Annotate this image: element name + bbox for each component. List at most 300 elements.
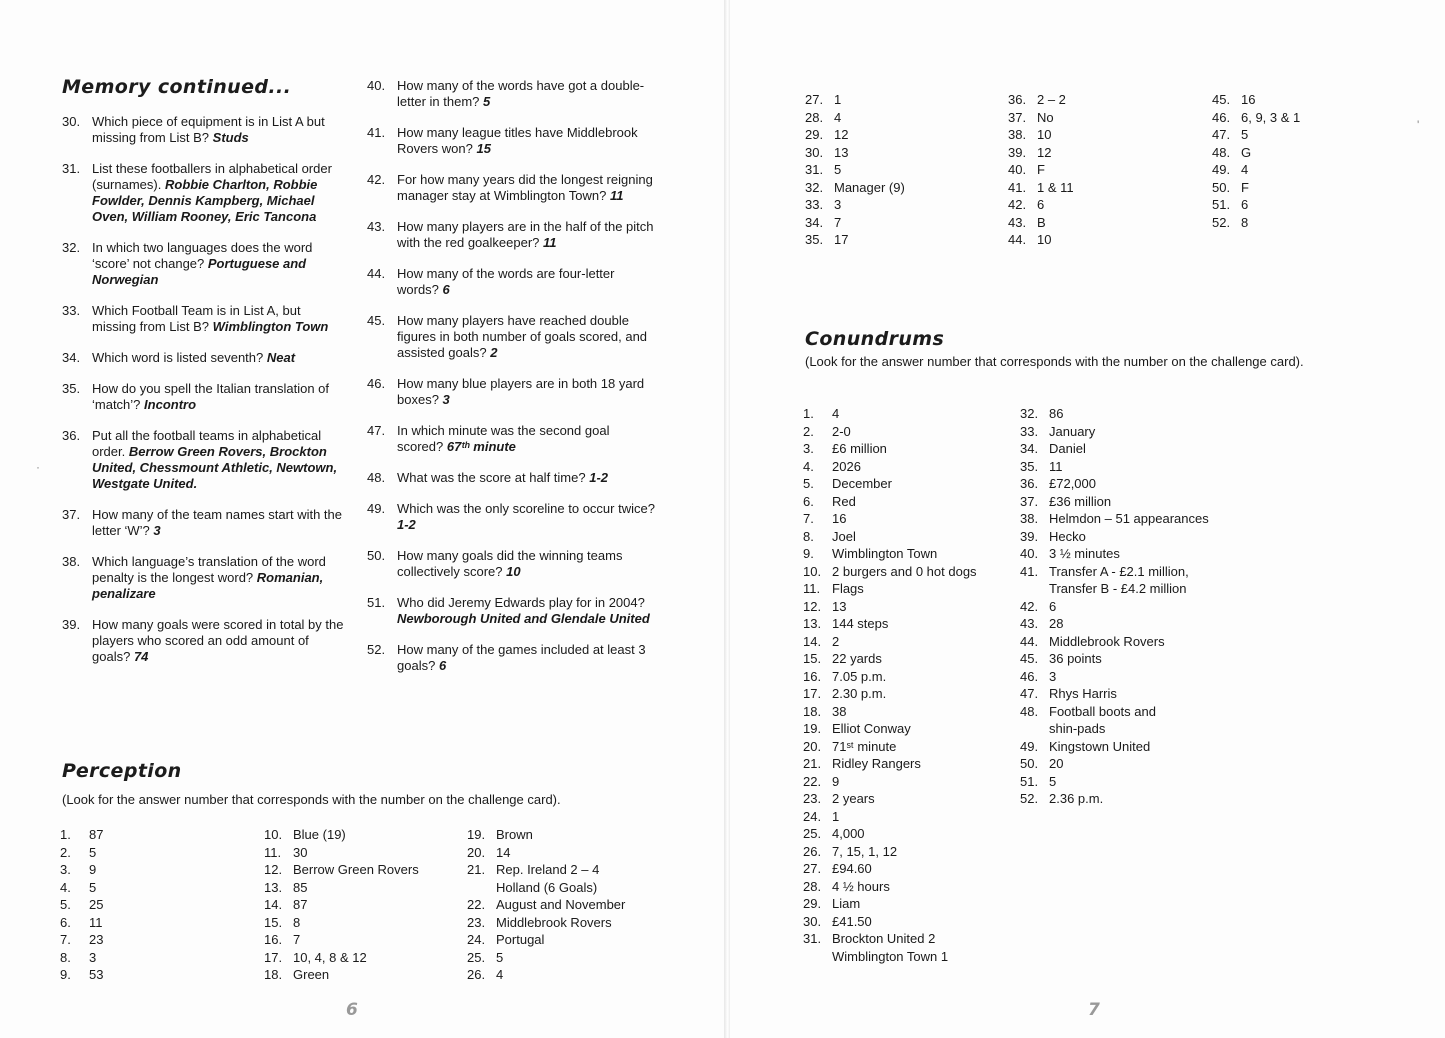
answer-value: Hecko xyxy=(1049,528,1086,544)
question-body xyxy=(397,78,657,110)
answer-value: December xyxy=(832,476,892,491)
question-item xyxy=(367,78,657,110)
question-number: 40. xyxy=(367,78,386,93)
question-number: 31. xyxy=(62,161,81,176)
answer-item xyxy=(803,895,977,913)
answer-value: 10, 4, 8 & 12 xyxy=(293,949,367,965)
answer-number: 19. xyxy=(803,721,822,736)
answer-number: 49. xyxy=(1212,162,1231,177)
question-text: Put all the football teams in alphabetical order. xyxy=(92,428,322,459)
answer-item xyxy=(264,844,419,862)
answer-item xyxy=(1020,738,1209,756)
answer-number: 34. xyxy=(1020,441,1039,456)
answer-number: 28. xyxy=(805,109,824,125)
question-item xyxy=(367,219,657,251)
answer-value: 3 xyxy=(89,949,97,965)
question-text: For how many years did the longest reigning manager stay at Wimblington Town? xyxy=(397,172,653,203)
answer-number: 18. xyxy=(803,703,822,719)
answer-value: 7 xyxy=(293,932,301,947)
question-answer: 67ᵗʰ minute xyxy=(446,439,516,454)
answer-number: 34. xyxy=(805,214,824,230)
answer-value: Wimblington Town xyxy=(832,546,938,561)
answer-value: 25 xyxy=(89,897,104,912)
question-number: 36. xyxy=(62,428,81,443)
memory-questions-col2 xyxy=(367,78,657,689)
answer-number: 50. xyxy=(1212,179,1231,195)
answer-value: £6 million xyxy=(832,441,887,456)
answer-number: 41. xyxy=(1020,563,1039,579)
answer-number: 25. xyxy=(803,826,822,841)
answer-number: 52. xyxy=(1020,791,1039,806)
answer-item xyxy=(1212,161,1300,179)
question-item xyxy=(367,376,657,408)
question-answer: Neat xyxy=(266,350,296,365)
question-item xyxy=(62,507,347,539)
answer-value: Portugal xyxy=(496,932,545,947)
answer-item xyxy=(1212,91,1300,109)
answer-number: 28. xyxy=(803,878,822,894)
question-number: 35. xyxy=(62,381,81,396)
answer-value: 22 yards xyxy=(832,651,882,666)
answer-number: 33. xyxy=(1020,423,1039,439)
answer-value: £41.50 xyxy=(832,913,872,929)
answer-item xyxy=(1020,650,1209,668)
answer-item xyxy=(1212,196,1300,214)
answer-value: 2.36 p.m. xyxy=(1049,791,1104,806)
answer-item xyxy=(1020,615,1209,633)
answer-number: 32. xyxy=(805,179,824,195)
question-number: 33. xyxy=(62,303,81,318)
question-item xyxy=(367,266,657,298)
answer-item xyxy=(1008,196,1074,214)
answer-item xyxy=(803,668,977,686)
answer-value: 7 xyxy=(834,214,842,230)
answer-value: Transfer B - £4.2 million xyxy=(1049,581,1187,596)
answer-item xyxy=(803,860,977,878)
answer-item xyxy=(803,948,977,966)
answer-value: 8 xyxy=(1241,214,1249,230)
answer-number: 35. xyxy=(805,232,824,247)
answer-number: 14. xyxy=(803,633,822,649)
answer-number: 24. xyxy=(803,808,822,824)
answer-value: 5 xyxy=(496,949,504,965)
answer-number: 38. xyxy=(1020,511,1039,526)
answer-value: Manager (9) xyxy=(834,179,905,195)
answer-number: 52. xyxy=(1212,214,1231,230)
answer-item xyxy=(1212,179,1300,197)
answer-value: B xyxy=(1037,214,1046,230)
answer-item xyxy=(803,510,977,528)
question-number: 34. xyxy=(62,350,81,365)
answer-number: 9. xyxy=(60,967,71,982)
answer-number: 45. xyxy=(1020,651,1039,666)
answer-item xyxy=(1008,126,1074,144)
answer-number: 13. xyxy=(803,616,822,631)
answer-value: F xyxy=(1037,162,1045,177)
answer-value: No xyxy=(1037,109,1054,125)
answer-item xyxy=(1020,545,1209,563)
answer-number: 11. xyxy=(264,844,282,860)
answer-item xyxy=(805,126,905,144)
answer-item xyxy=(60,844,103,862)
answer-number: 49. xyxy=(1020,738,1039,754)
question-answer: Berrow Green Rovers, Brockton United, Chessmount Athletic, Newtown, Westgate United. xyxy=(92,444,338,491)
question-item xyxy=(62,350,347,366)
question-item xyxy=(62,554,347,602)
question-item xyxy=(62,617,347,665)
answer-value: 17 xyxy=(834,232,849,247)
answer-value: 20 xyxy=(1049,756,1064,771)
answer-number: 20. xyxy=(803,738,822,754)
answer-item xyxy=(803,650,977,668)
answer-item xyxy=(1020,773,1209,791)
answer-value: Middlebrook Rovers xyxy=(496,914,612,930)
question-item xyxy=(62,303,347,335)
question-body xyxy=(397,125,657,157)
answer-number: 20. xyxy=(467,844,486,860)
answer-value: 87 xyxy=(89,827,104,842)
answer-number: 11. xyxy=(803,581,821,596)
answer-number: 14. xyxy=(264,897,283,912)
answer-item xyxy=(1020,563,1209,581)
answer-value: Green xyxy=(293,967,330,982)
answer-item xyxy=(803,580,977,598)
answer-number: 1. xyxy=(803,406,814,421)
answer-value: 8 xyxy=(293,914,301,930)
answer-number: 24. xyxy=(467,932,486,947)
question-number: 44. xyxy=(367,266,386,281)
answer-value: 6 xyxy=(1241,197,1249,212)
answer-value: 14 xyxy=(496,844,511,860)
answer-item xyxy=(264,826,419,844)
question-text: How do you spell the Italian translation of ‘match’? xyxy=(92,381,330,412)
answer-item xyxy=(1020,790,1209,808)
answer-value: Brown xyxy=(496,827,533,842)
answer-number: 29. xyxy=(805,127,824,142)
answer-item xyxy=(805,161,905,179)
question-number: 37. xyxy=(62,507,81,522)
answer-value: 23 xyxy=(89,932,104,947)
question-item xyxy=(367,548,657,580)
answer-item xyxy=(803,475,977,493)
answer-item xyxy=(803,598,977,616)
answer-item xyxy=(1020,720,1209,738)
question-body xyxy=(92,507,347,539)
question-body xyxy=(92,554,347,602)
memory-heading: Memory continued... xyxy=(62,76,292,98)
perception-answers-col3 xyxy=(467,826,625,984)
answer-number: 9. xyxy=(803,546,814,561)
answer-value: Transfer A - £2.1 million, xyxy=(1049,563,1189,579)
question-text: How many players have reached double figures in both number of goals scored, and assisted goals? xyxy=(397,313,648,360)
answer-number: 18. xyxy=(264,967,283,982)
answer-number: 37. xyxy=(1008,109,1027,125)
answer-number: 43. xyxy=(1020,616,1039,631)
answer-item xyxy=(60,826,103,844)
answer-number: 10. xyxy=(803,563,822,579)
question-body xyxy=(397,266,657,298)
question-body xyxy=(397,313,657,361)
question-body xyxy=(92,303,347,335)
question-item xyxy=(62,161,347,225)
question-body xyxy=(92,161,347,225)
answer-value: August and November xyxy=(496,897,626,912)
question-text: How many goals did the winning teams collectively score? xyxy=(397,548,623,579)
answer-number: 51. xyxy=(1212,197,1231,212)
question-number: 48. xyxy=(367,470,386,485)
question-text: How many goals were scored in total by the players who scored an odd amount of goals? xyxy=(92,617,344,664)
question-answer: Portuguese and Norwegian xyxy=(92,256,307,287)
perception-intro: (Look for the answer number that corresponds with the number on the challenge card). xyxy=(62,792,561,807)
answer-number: 39. xyxy=(1020,528,1039,544)
question-body xyxy=(397,219,657,251)
answer-number xyxy=(467,879,496,897)
answer-item xyxy=(264,861,419,879)
answer-value: 2 – 2 xyxy=(1037,92,1066,107)
answer-item xyxy=(803,493,977,511)
answer-number: 16. xyxy=(264,932,283,947)
answer-item xyxy=(1020,598,1209,616)
question-item xyxy=(367,313,657,361)
answer-value: £94.60 xyxy=(832,861,872,876)
answer-number xyxy=(803,948,832,966)
answer-value: January xyxy=(1049,423,1096,439)
answer-value: 87 xyxy=(293,897,308,912)
question-number: 30. xyxy=(62,114,81,129)
answer-item xyxy=(803,773,977,791)
answer-number: 47. xyxy=(1020,686,1039,701)
question-text: Which word is listed seventh? xyxy=(92,350,264,365)
question-text: In which two languages does the word ‘score’ not change? xyxy=(92,240,313,271)
answer-value: £36 million xyxy=(1049,493,1112,509)
answer-number: 29. xyxy=(803,896,822,911)
answer-value: 86 xyxy=(1049,406,1064,421)
answer-item xyxy=(1020,440,1209,458)
answer-item xyxy=(60,931,103,949)
question-text: How many of the words are four-letter words? xyxy=(397,266,615,297)
question-number: 45. xyxy=(367,313,386,328)
answer-item xyxy=(264,896,419,914)
answer-value: 13 xyxy=(832,598,847,614)
question-number: 49. xyxy=(367,501,386,516)
answer-number: 26. xyxy=(467,967,486,982)
answer-item xyxy=(60,879,103,897)
answer-item xyxy=(467,879,625,897)
question-number: 39. xyxy=(62,617,81,632)
answer-value: Liam xyxy=(832,896,861,911)
answer-value: Daniel xyxy=(1049,441,1086,456)
answer-item xyxy=(467,844,625,862)
answer-item xyxy=(803,878,977,896)
answer-number: 21. xyxy=(467,862,486,877)
answer-value: 9 xyxy=(89,862,97,877)
answer-number xyxy=(1020,720,1049,738)
answer-value: 4 xyxy=(496,967,504,982)
question-text: How many league titles have Middlebrook Rovers won? xyxy=(397,125,638,156)
answer-value: 5 xyxy=(1241,127,1249,142)
question-answer: 10 xyxy=(506,564,521,579)
answer-item xyxy=(1020,633,1209,651)
answer-number: 23. xyxy=(467,914,486,930)
answer-value: 10 xyxy=(1037,127,1052,142)
answer-number: 40. xyxy=(1020,546,1039,561)
answer-value: 5 xyxy=(1049,773,1057,789)
answer-item xyxy=(1020,580,1209,598)
question-body xyxy=(397,423,657,455)
answer-number: 15. xyxy=(264,914,283,930)
answer-number: 5. xyxy=(60,897,71,912)
answer-number: 6. xyxy=(60,914,71,930)
answer-item xyxy=(803,528,977,546)
conundrums-answers-col2 xyxy=(1020,405,1209,808)
question-item xyxy=(367,125,657,157)
answer-value: Elliot Conway xyxy=(832,721,911,736)
perception-answers-col6 xyxy=(1212,91,1300,231)
answer-item xyxy=(1008,161,1074,179)
question-body xyxy=(92,114,347,146)
answer-value: 1 & 11 xyxy=(1037,179,1074,195)
answer-item xyxy=(803,458,977,476)
question-number: 41. xyxy=(367,125,386,140)
answer-item xyxy=(805,144,905,162)
answer-item xyxy=(60,949,103,967)
question-item xyxy=(367,595,657,627)
question-text: Which Football Team is in List A, but missing from List B? xyxy=(92,303,301,334)
answer-value: 16 xyxy=(1241,92,1256,107)
answer-item xyxy=(1020,703,1209,721)
answer-item xyxy=(803,633,977,651)
answer-item xyxy=(1212,214,1300,232)
question-answer: 74 xyxy=(133,649,149,664)
answer-number: 48. xyxy=(1212,144,1231,160)
perception-answers-col2 xyxy=(264,826,419,984)
answer-number: 3. xyxy=(803,441,814,456)
answer-value: 71ˢᵗ minute xyxy=(832,738,897,754)
answer-value: 16 xyxy=(832,511,847,526)
answer-number: 31. xyxy=(805,162,824,177)
answer-value: Joel xyxy=(832,528,856,544)
answer-value: 85 xyxy=(293,879,308,895)
answer-item xyxy=(803,685,977,703)
answer-item xyxy=(1008,109,1074,127)
question-text: Who did Jeremy Edwards play for in 2004? xyxy=(397,595,645,610)
question-answer: Robbie Charlton, Robbie Fowlder, Dennis Kampberg, Michael Oven, William Rooney, Eric Tancona xyxy=(92,177,318,224)
answer-item xyxy=(467,966,625,984)
answer-number xyxy=(1020,580,1049,598)
question-text: List these footballers in alphabetical order (surnames). xyxy=(92,161,332,192)
answer-number: 8. xyxy=(60,949,71,965)
answer-item xyxy=(805,214,905,232)
answer-item xyxy=(60,914,103,932)
answer-item xyxy=(805,109,905,127)
answer-value: 2.30 p.m. xyxy=(832,686,887,701)
answer-number: 7. xyxy=(803,511,814,526)
answer-value: Berrow Green Rovers xyxy=(293,862,419,877)
question-text: Which language’s translation of the word penalty is the longest word? xyxy=(92,554,326,585)
answer-value: Ridley Rangers xyxy=(832,756,921,771)
answer-number: 4. xyxy=(803,458,814,474)
answer-value: Red xyxy=(832,493,856,509)
answer-item xyxy=(1020,475,1209,493)
question-body xyxy=(92,240,347,288)
question-body xyxy=(397,376,657,408)
answer-value: G xyxy=(1241,144,1252,160)
answer-number: 40. xyxy=(1008,162,1027,177)
answer-item xyxy=(1212,144,1300,162)
answer-item xyxy=(1020,528,1209,546)
question-answer: Newborough United and Glendale United xyxy=(397,611,650,626)
question-text: What was the score at half time? xyxy=(397,470,586,485)
answer-item xyxy=(467,931,625,949)
question-body xyxy=(397,595,657,627)
answer-number: 31. xyxy=(803,931,822,946)
question-number: 43. xyxy=(367,219,386,234)
question-answer: Studs xyxy=(212,130,249,145)
answer-number: 12. xyxy=(803,598,822,614)
question-answer: 6 xyxy=(442,282,450,297)
answer-item xyxy=(1008,91,1074,109)
question-answer: 11 xyxy=(543,235,557,250)
answer-number: 43. xyxy=(1008,214,1027,230)
question-item xyxy=(62,428,347,492)
question-answer: 1-2 xyxy=(589,470,609,485)
question-item xyxy=(367,470,657,486)
answer-item xyxy=(803,930,977,948)
question-text: How many blue players are in both 18 yard boxes? xyxy=(397,376,645,407)
answer-value: 5 xyxy=(89,879,97,895)
question-text: Which was the only scoreline to occur twice? xyxy=(397,501,655,516)
perception-answers-col1 xyxy=(60,826,103,984)
answer-item xyxy=(467,949,625,967)
question-text: How many of the games included at least 3 goals? xyxy=(397,642,646,673)
question-item xyxy=(62,114,347,146)
answer-number: 2. xyxy=(803,423,814,439)
question-body xyxy=(397,548,657,580)
scan-speck: ' xyxy=(1417,118,1420,132)
answer-value: 5 xyxy=(89,844,97,860)
answer-item xyxy=(1008,179,1074,197)
answer-value: Kingstown United xyxy=(1049,738,1151,754)
question-answer: 15 xyxy=(476,141,491,156)
question-body xyxy=(397,172,657,204)
answer-item xyxy=(803,808,977,826)
answer-number: 15. xyxy=(803,651,822,666)
answer-number: 42. xyxy=(1020,598,1039,614)
conundrums-answers-col1 xyxy=(803,405,977,965)
answer-value: 6, 9, 3 & 1 xyxy=(1241,109,1301,125)
answer-value: Wimblington Town 1 xyxy=(832,948,949,964)
answer-value: 144 steps xyxy=(832,616,889,631)
question-text: How many of the team names start with the letter ‘W’? xyxy=(92,507,342,538)
question-answer: 3 xyxy=(442,392,450,407)
answer-value: 30 xyxy=(293,844,308,860)
answer-number: 48. xyxy=(1020,703,1039,719)
answer-number: 17. xyxy=(803,686,822,701)
answer-number: 4. xyxy=(60,879,71,895)
question-number: 47. xyxy=(367,423,386,438)
right-page xyxy=(730,0,1445,1038)
answer-item xyxy=(803,790,977,808)
answer-value: 6 xyxy=(1037,197,1045,212)
answer-item xyxy=(264,931,419,949)
answer-number: 22. xyxy=(467,897,486,912)
answer-value: 2026 xyxy=(832,458,861,474)
answer-number: 27. xyxy=(805,92,824,107)
answer-value: F xyxy=(1241,179,1249,195)
answer-item xyxy=(1008,214,1074,232)
perception-heading: Perception xyxy=(62,760,182,782)
answer-value: 2-0 xyxy=(832,423,851,439)
